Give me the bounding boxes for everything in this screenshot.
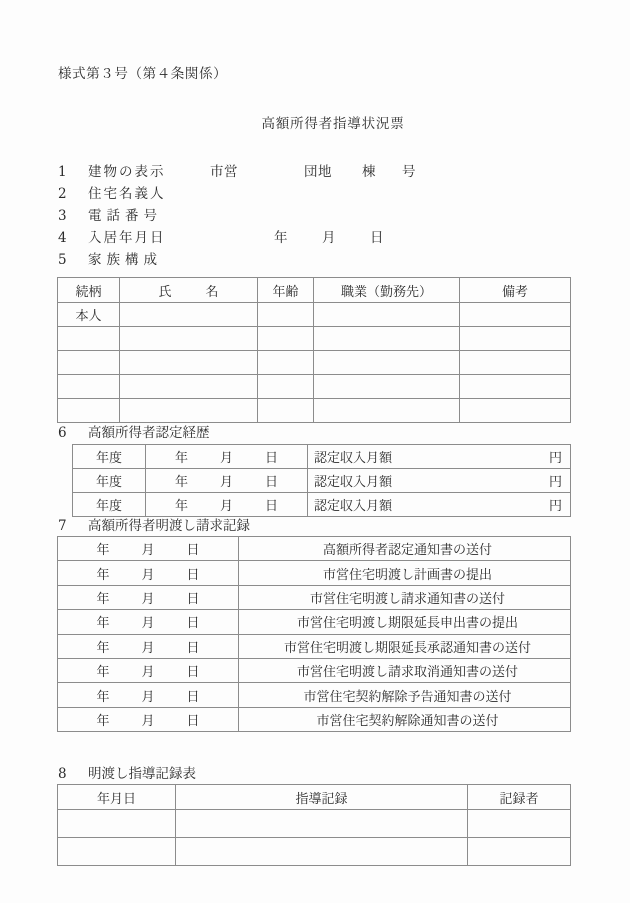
section-8-title: 明渡し指導記録表 xyxy=(88,766,196,782)
family-cell-age[interactable] xyxy=(258,351,314,375)
section-8-number: 8 xyxy=(58,766,67,782)
claim-cell-date[interactable]: 年 月 日 xyxy=(58,658,239,682)
table-row xyxy=(58,634,571,658)
section-8-heading xyxy=(58,762,196,782)
history-amount-label: 認定収入月額 xyxy=(314,451,393,466)
field-building-tail xyxy=(210,160,416,180)
family-cell-remarks[interactable] xyxy=(460,399,571,423)
family-cell-age[interactable] xyxy=(258,399,314,423)
field-building-number: 1 xyxy=(58,164,67,180)
table-row xyxy=(58,561,571,585)
table-row xyxy=(58,610,571,634)
field-phone-label: 電話番号 xyxy=(88,208,162,224)
family-cell-name[interactable] xyxy=(120,351,258,375)
guidance-table-header-row xyxy=(58,785,571,810)
field-family-number: 5 xyxy=(58,252,67,268)
section-6-heading xyxy=(58,421,210,441)
family-cell-age[interactable] xyxy=(258,303,314,327)
claim-cell-event[interactable]: 市営住宅契約解除予告通知書の送付 xyxy=(239,683,571,707)
family-col-remarks: 備考 xyxy=(460,278,571,303)
claim-cell-event[interactable]: 市営住宅明渡し期限延長申出書の提出 xyxy=(239,610,571,634)
history-cell-fiscal-year[interactable]: 年度 xyxy=(73,469,146,493)
section-6-number: 6 xyxy=(58,425,67,441)
guidance-cell-date[interactable] xyxy=(58,810,176,838)
guidance-cell-recorder[interactable] xyxy=(468,838,571,866)
table-row xyxy=(73,445,571,469)
field-movein-date xyxy=(58,226,578,248)
history-cell-fiscal-year[interactable]: 年度 xyxy=(73,493,146,517)
history-cell-date[interactable]: 年 月 日 xyxy=(146,445,308,469)
field-building-label: 建物の表示 xyxy=(88,164,166,180)
claim-cell-date[interactable]: 年 月 日 xyxy=(58,585,239,609)
field-family xyxy=(58,248,578,270)
section-6-title: 高額所得者認定経歴 xyxy=(88,425,210,441)
table-row xyxy=(58,810,571,838)
field-phone-number: 3 xyxy=(58,208,67,224)
eviction-claim-table xyxy=(57,536,571,732)
family-cell-name[interactable] xyxy=(120,303,258,327)
field-building xyxy=(58,160,578,182)
family-cell-name[interactable] xyxy=(120,375,258,399)
family-cell-occupation[interactable] xyxy=(314,327,460,351)
form-number: 様式第３号（第４条関係） xyxy=(58,66,228,82)
field-building-tail-4: 号 xyxy=(402,164,416,180)
family-table-header-row xyxy=(58,278,571,303)
family-col-occupation: 職業（勤務先） xyxy=(314,278,460,303)
field-phone xyxy=(58,204,578,226)
history-amount-unit: 円 xyxy=(548,451,562,466)
history-amount-label: 認定収入月額 xyxy=(314,499,393,514)
family-cell-occupation[interactable] xyxy=(314,375,460,399)
family-col-relation: 続柄 xyxy=(58,278,120,303)
field-building-tail-1: 市営 xyxy=(210,164,238,180)
history-cell-amount[interactable] xyxy=(308,493,571,517)
section-7-number: 7 xyxy=(58,518,67,534)
family-cell-remarks[interactable] xyxy=(460,375,571,399)
history-cell-amount[interactable] xyxy=(308,445,571,469)
guidance-cell-recorder[interactable] xyxy=(468,810,571,838)
guidance-cell-record[interactable] xyxy=(176,810,468,838)
field-holder-label: 住宅名義人 xyxy=(88,186,166,202)
family-cell-relation[interactable] xyxy=(58,375,120,399)
family-cell-relation[interactable]: 本人 xyxy=(58,303,120,327)
field-movein-date-tail xyxy=(274,226,384,246)
table-row xyxy=(58,537,571,561)
claim-cell-date[interactable]: 年 月 日 xyxy=(58,683,239,707)
claim-cell-event[interactable]: 市営住宅明渡し計画書の提出 xyxy=(239,561,571,585)
field-building-tail-3: 棟 xyxy=(362,164,376,180)
field-family-label: 家族構成 xyxy=(88,252,162,268)
section-7-heading xyxy=(58,514,250,534)
guidance-col-date: 年月日 xyxy=(58,785,176,810)
claim-cell-event[interactable]: 市営住宅契約解除通知書の送付 xyxy=(239,707,571,731)
field-movein-label: 入居年月日 xyxy=(88,230,166,246)
history-cell-amount[interactable] xyxy=(308,469,571,493)
history-cell-date[interactable]: 年 月 日 xyxy=(146,493,308,517)
claim-cell-event[interactable]: 高額所得者認定通知書の送付 xyxy=(239,537,571,561)
table-row xyxy=(58,327,571,351)
family-col-age: 年齢 xyxy=(258,278,314,303)
table-row xyxy=(58,399,571,423)
history-cell-date[interactable]: 年 月 日 xyxy=(146,469,308,493)
table-row xyxy=(58,658,571,682)
page-title: 高額所得者指導状況票 xyxy=(261,116,405,132)
table-row xyxy=(73,469,571,493)
field-building-tail-2: 団地 xyxy=(304,164,332,180)
table-row xyxy=(73,493,571,517)
table-row xyxy=(58,375,571,399)
field-movein-number: 4 xyxy=(58,230,67,246)
field-movein-year: 年 xyxy=(274,230,288,246)
claim-cell-event[interactable]: 市営住宅明渡し請求取消通知書の送付 xyxy=(239,658,571,682)
family-cell-occupation[interactable] xyxy=(314,303,460,327)
claim-cell-date[interactable]: 年 月 日 xyxy=(58,707,239,731)
section-7-title: 高額所得者明渡し請求記録 xyxy=(88,518,250,534)
family-cell-name[interactable] xyxy=(120,327,258,351)
claim-cell-date[interactable]: 年 月 日 xyxy=(58,537,239,561)
field-list xyxy=(58,160,578,270)
family-cell-age[interactable] xyxy=(258,375,314,399)
history-amount-unit: 円 xyxy=(548,475,562,490)
family-cell-occupation[interactable] xyxy=(314,351,460,375)
claim-cell-date[interactable]: 年 月 日 xyxy=(58,634,239,658)
table-row xyxy=(58,303,571,327)
family-cell-relation[interactable] xyxy=(58,327,120,351)
guidance-record-table xyxy=(57,784,571,866)
history-amount-label: 認定収入月額 xyxy=(314,475,393,490)
claim-cell-event[interactable]: 市営住宅明渡し請求通知書の送付 xyxy=(239,585,571,609)
claim-cell-event[interactable]: 市営住宅明渡し期限延長承認通知書の送付 xyxy=(239,634,571,658)
field-holder-number: 2 xyxy=(58,186,67,202)
field-holder xyxy=(58,182,578,204)
family-cell-occupation[interactable] xyxy=(314,399,460,423)
field-movein-month: 月 xyxy=(322,230,336,246)
family-col-name: 氏 名 xyxy=(120,278,258,303)
family-cell-name[interactable] xyxy=(120,399,258,423)
table-row xyxy=(58,585,571,609)
table-row xyxy=(58,838,571,866)
table-row xyxy=(58,707,571,731)
guidance-cell-date[interactable] xyxy=(58,838,176,866)
history-cell-fiscal-year[interactable]: 年度 xyxy=(73,445,146,469)
field-movein-day: 日 xyxy=(370,230,384,246)
history-amount-unit: 円 xyxy=(548,499,562,514)
family-cell-age[interactable] xyxy=(258,327,314,351)
family-cell-remarks[interactable] xyxy=(460,351,571,375)
claim-cell-date[interactable]: 年 月 日 xyxy=(58,561,239,585)
certification-history-table xyxy=(72,444,571,517)
family-cell-remarks[interactable] xyxy=(460,327,571,351)
family-table xyxy=(57,277,571,423)
family-cell-relation[interactable] xyxy=(58,399,120,423)
guidance-col-record: 指導記録 xyxy=(176,785,468,810)
guidance-cell-record[interactable] xyxy=(176,838,468,866)
guidance-col-recorder: 記録者 xyxy=(468,785,571,810)
claim-cell-date[interactable]: 年 月 日 xyxy=(58,610,239,634)
table-row xyxy=(58,683,571,707)
family-cell-relation[interactable] xyxy=(58,351,120,375)
table-row xyxy=(58,351,571,375)
family-cell-remarks[interactable] xyxy=(460,303,571,327)
